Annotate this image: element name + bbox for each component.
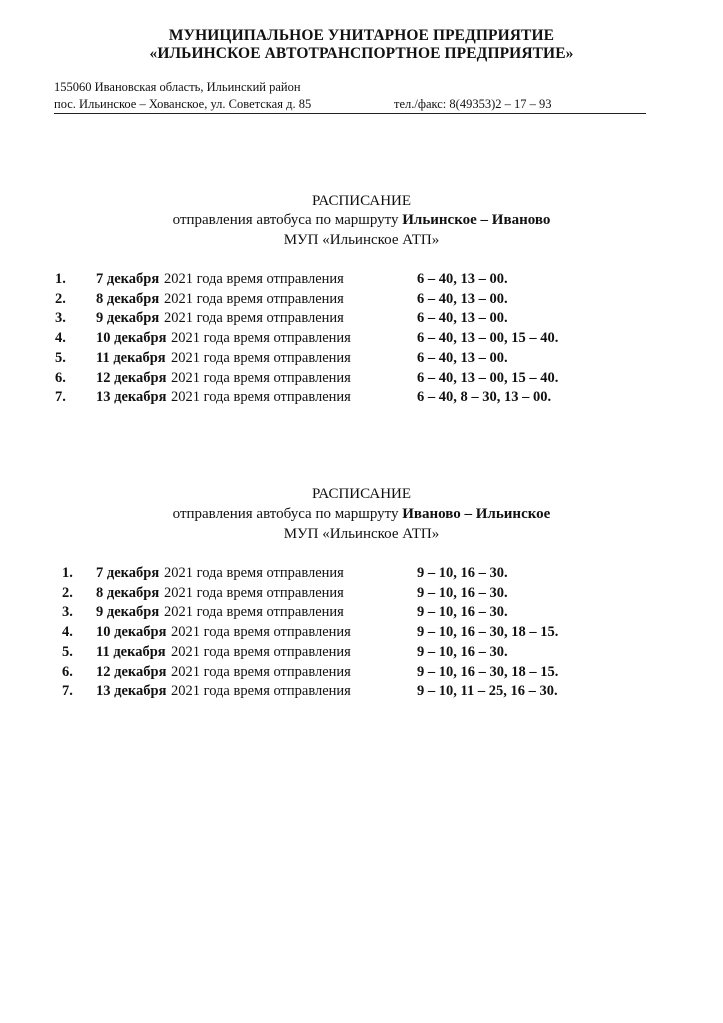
row-number: 6. [62, 663, 73, 680]
schedule-row [0, 389, 723, 408]
row-text: 2021 года время отправления [171, 643, 351, 660]
phone-fax: тел./факс: 8(49353)2 – 17 – 93 [394, 97, 552, 111]
row-number: 1. [55, 271, 66, 287]
schedule-1-title: РАСПИСАНИЕ [311, 193, 412, 209]
row-times: 6 – 40, 13 – 00, 15 – 40. [417, 330, 559, 347]
row-date: 10 декабря [96, 330, 167, 347]
row-text: 2021 года время отправления [164, 584, 344, 601]
schedule-row [0, 291, 723, 310]
row-text: 2021 года время отправления [164, 271, 344, 287]
row-date: 9 декабря [96, 310, 160, 327]
row-date: 9 декабря [96, 604, 160, 621]
schedule-1-route: Ильинское – Иваново [402, 212, 551, 228]
schedule-2-title: РАСПИСАНИЕ [311, 486, 412, 502]
row-date: 8 декабря [96, 584, 160, 601]
schedule-row [0, 585, 723, 604]
org-name-line2: «ИЛЬИНСКОЕ АВТОТРАНСПОРТНОЕ ПРЕДПРИЯТИЕ» [149, 45, 574, 62]
schedule-2-operator: МУП «Ильинское АТП» [283, 526, 440, 542]
row-number: 2. [55, 290, 66, 307]
row-text: 2021 года время отправления [171, 624, 351, 641]
row-text: 2021 года время отправления [171, 330, 351, 347]
row-text: 2021 года время отправления [164, 290, 344, 307]
row-number: 7. [55, 389, 66, 406]
org-name-line1: МУНИЦИПАЛЬНОЕ УНИТАРНОЕ ПРЕДПРИЯТИЕ [168, 27, 555, 44]
row-date: 13 декабря [96, 389, 167, 406]
row-number: 3. [62, 604, 73, 621]
row-number: 4. [55, 330, 66, 347]
address-line2: пос. Ильинское – Хованское, ул. Советская д. 85 [54, 97, 312, 111]
schedule-row [0, 664, 723, 683]
row-times: 6 – 40, 8 – 30, 13 – 00. [417, 389, 552, 406]
row-date: 10 декабря [96, 624, 167, 641]
schedule-row [0, 310, 723, 329]
row-number: 7. [62, 683, 73, 700]
row-date: 8 декабря [96, 290, 160, 307]
row-text: 2021 года время отправления [171, 369, 351, 386]
row-times: 9 – 10, 16 – 30. [417, 604, 508, 621]
address-line1: 155060 Ивановская область, Ильинский район [54, 80, 301, 94]
schedule-row [0, 604, 723, 623]
row-text: 2021 года время отправления [164, 565, 344, 581]
row-number: 1. [62, 565, 73, 581]
schedule-2-subtitle-prefix: отправления автобуса по маршруту [172, 506, 403, 522]
row-text: 2021 года время отправления [171, 349, 351, 366]
row-text: 2021 года время отправления [164, 604, 344, 621]
row-number: 5. [55, 349, 66, 366]
schedule-row [0, 271, 723, 290]
row-text: 2021 года время отправления [171, 389, 351, 406]
row-date: 12 декабря [96, 369, 167, 386]
schedule-2-route: Иваново – Ильинское [402, 506, 551, 522]
schedule-1-operator: МУП «Ильинское АТП» [283, 232, 440, 248]
schedule-row [0, 624, 723, 643]
address-line2-container [54, 97, 644, 112]
row-date: 12 декабря [96, 663, 167, 680]
row-number: 4. [62, 624, 73, 641]
row-times: 9 – 10, 16 – 30. [417, 565, 508, 581]
row-times: 6 – 40, 13 – 00. [417, 290, 508, 307]
row-times: 6 – 40, 13 – 00. [417, 271, 508, 287]
row-times: 9 – 10, 16 – 30. [417, 643, 508, 660]
schedule-1-subtitle-prefix: отправления автобуса по маршруту [172, 212, 403, 228]
schedule-1-subtitle [0, 212, 723, 229]
row-text: 2021 года время отправления [171, 663, 351, 680]
row-text: 2021 года время отправления [171, 683, 351, 700]
schedule-row [0, 683, 723, 702]
schedule-row [0, 330, 723, 349]
row-number: 5. [62, 643, 73, 660]
row-times: 9 – 10, 16 – 30, 18 – 15. [417, 624, 559, 641]
row-number: 2. [62, 584, 73, 601]
row-times: 9 – 10, 16 – 30, 18 – 15. [417, 663, 559, 680]
header-divider [54, 113, 646, 114]
row-times: 9 – 10, 11 – 25, 16 – 30. [417, 683, 558, 700]
row-date: 13 декабря [96, 683, 167, 700]
row-date: 7 декабря [96, 565, 160, 581]
row-times: 6 – 40, 13 – 00, 15 – 40. [417, 369, 559, 386]
row-date: 11 декабря [96, 349, 166, 366]
row-number: 3. [55, 310, 66, 327]
row-date: 7 декабря [96, 271, 160, 287]
schedule-row [0, 370, 723, 389]
row-number: 6. [55, 369, 66, 386]
row-date: 11 декабря [96, 643, 166, 660]
row-text: 2021 года время отправления [164, 310, 344, 327]
schedule-row [0, 644, 723, 663]
row-times: 6 – 40, 13 – 00. [417, 349, 508, 366]
schedule-row [0, 565, 723, 584]
row-times: 9 – 10, 16 – 30. [417, 584, 508, 601]
schedule-2-subtitle [0, 506, 723, 523]
row-times: 6 – 40, 13 – 00. [417, 310, 508, 327]
schedule-row [0, 350, 723, 369]
